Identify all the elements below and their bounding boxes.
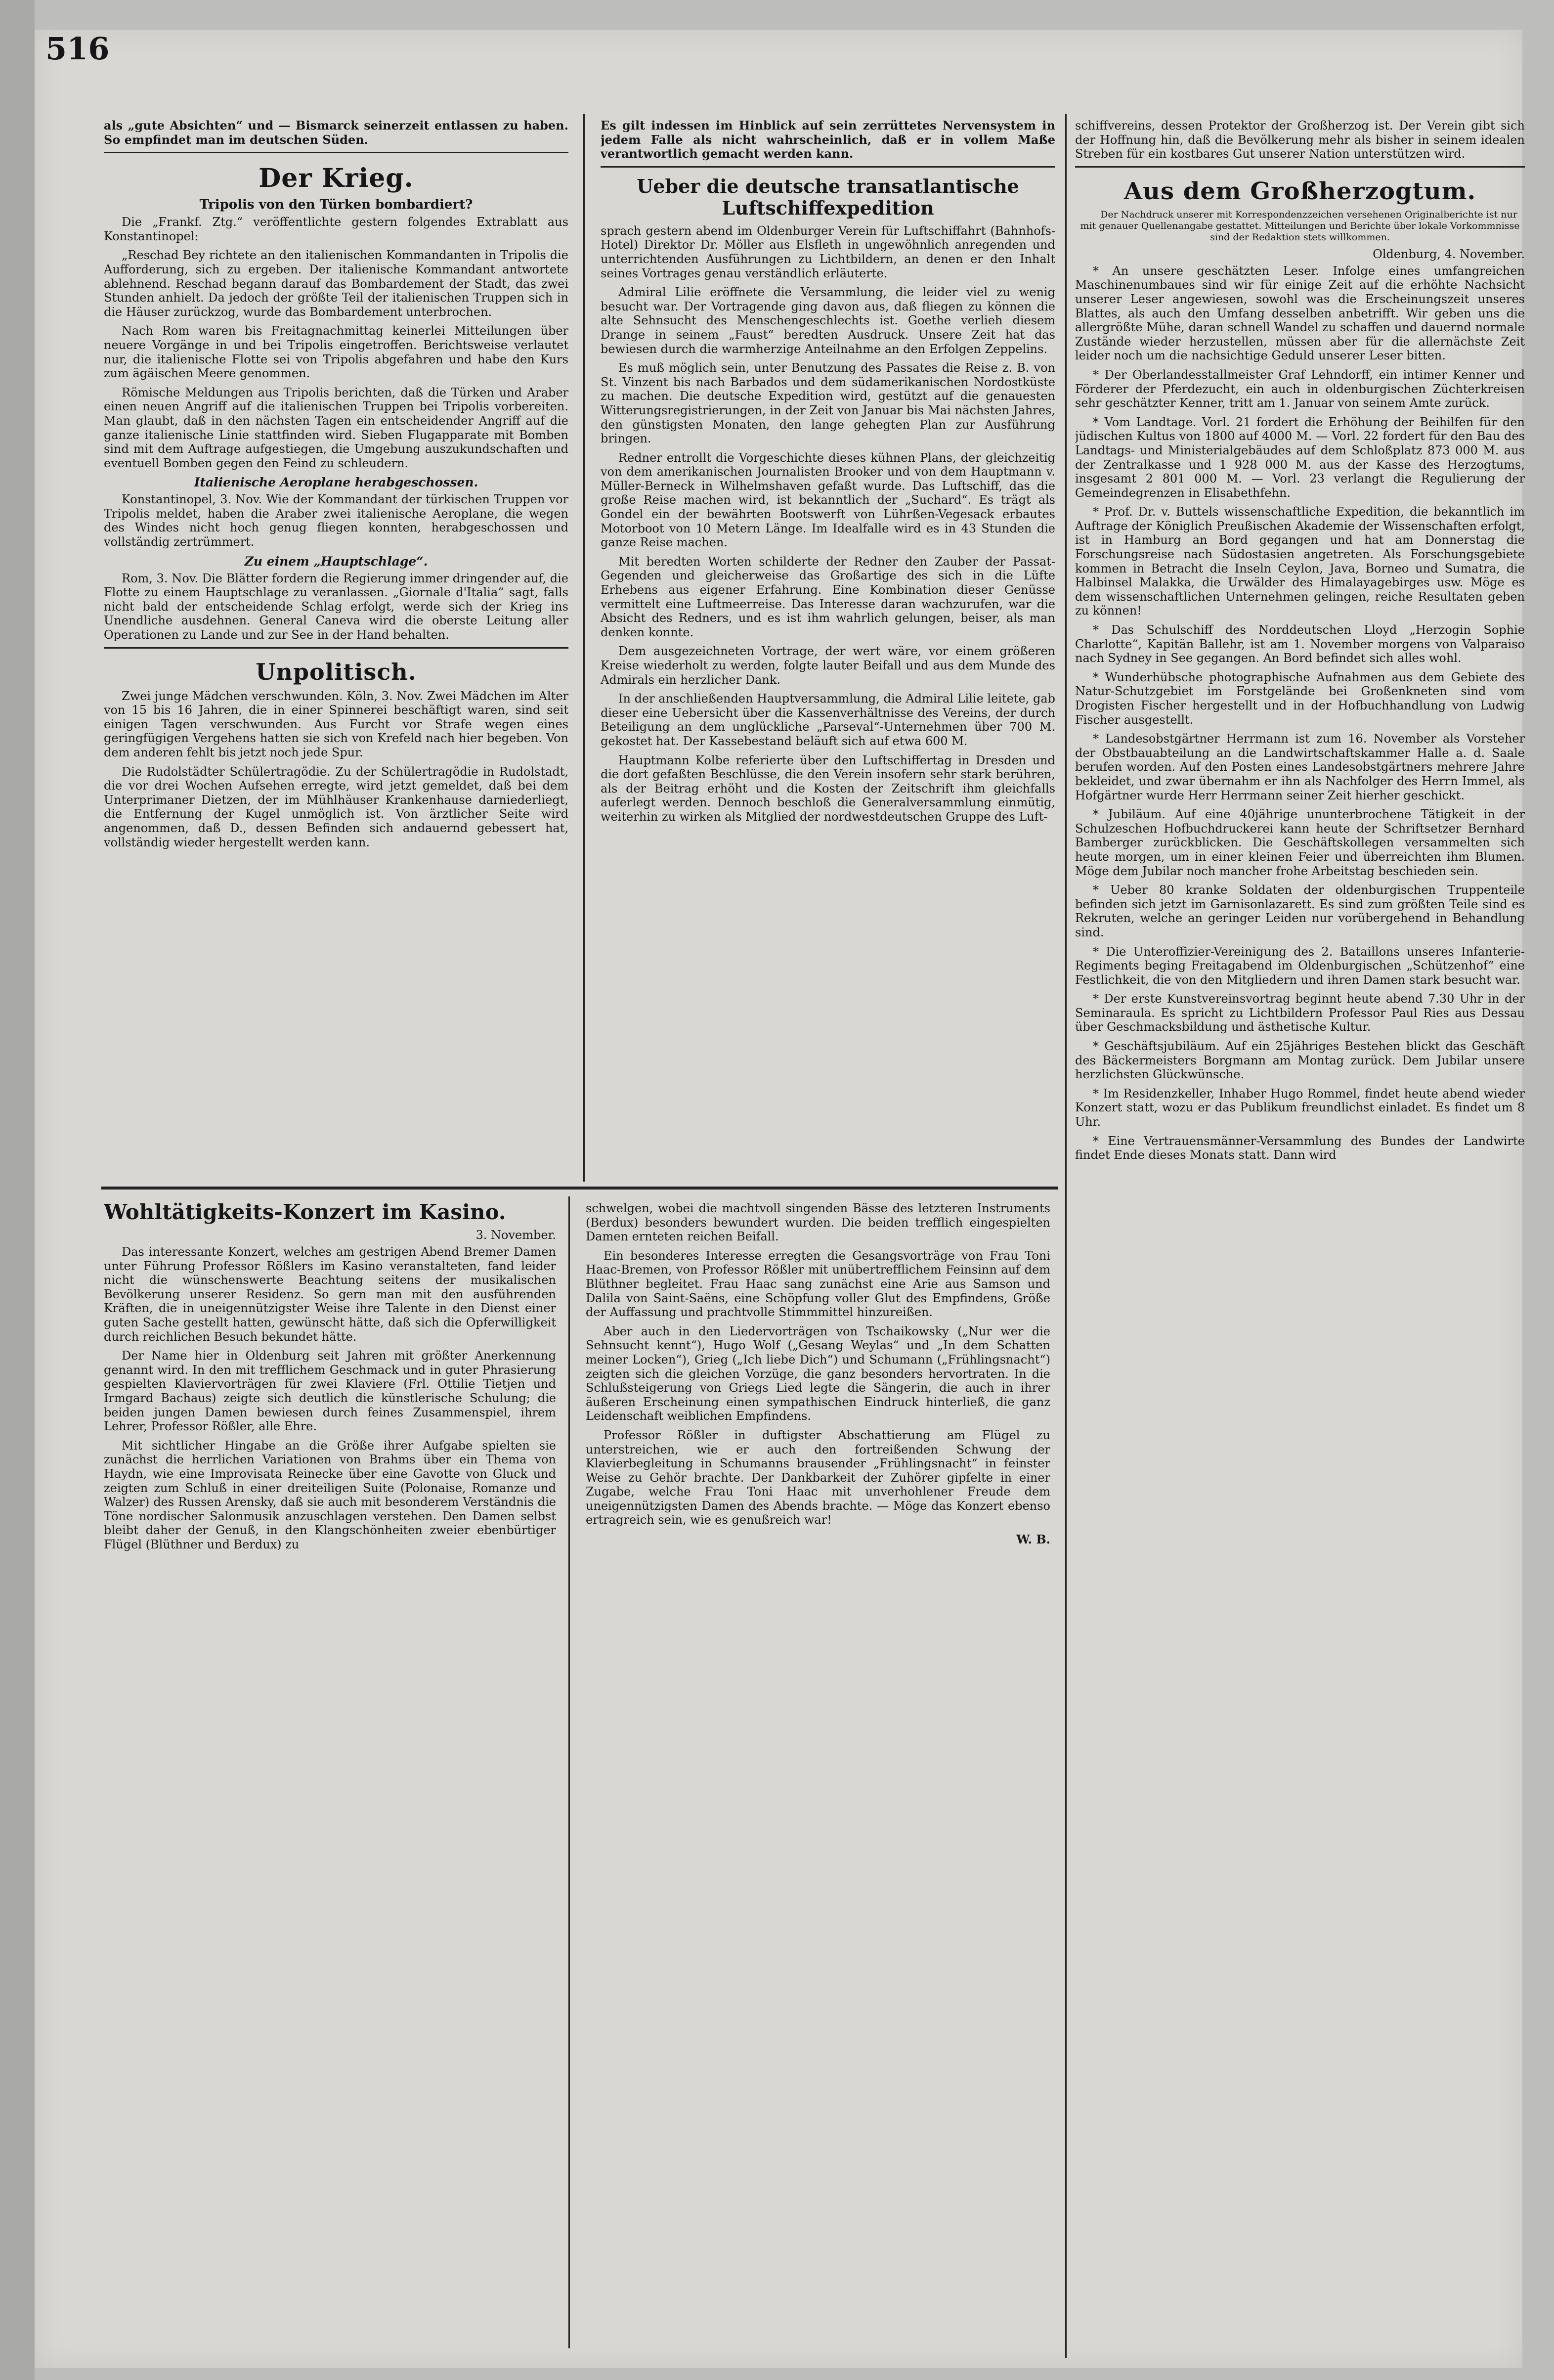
divider (104, 152, 568, 153)
concert-left-column (104, 1201, 556, 2348)
paragraph: * Prof. Dr. v. Buttels wissenschaftliche Expedition, die bekanntlich im Auftrage der Königlich Preußischen Akademie der Wissenschaften erfolgt, ist in Hamburg an Bord gegangen und hat am Donnerstag die Forschungsreise nach Südostasien angetreten. Als Forschungsgebiete kommen in Betracht die Inseln Ceylon, Java, Borneo und Sumatra, die Halbinsel Malakka, die Urwälder des Himalayagebirges usw. Möge es dem wissenschaftlichen Unternehmen gelingen, reiche Resultaten geben zu können! (1075, 505, 1525, 618)
paragraph: Mit beredten Worten schilderte der Redner den Zauber der Passat-Gegenden und gleicherweise das Großartige des sich in die Lüfte Erhebens aus eigener Erfahrung. Eine Kombination dieser Genüsse vermittelt eine Luftmeerreise. Das Interesse daran wachzurufen, war die Absicht des Redners, und es ist ihm wahrlich gelungen, beiser, als man denken konnte. (601, 554, 1055, 639)
concert-right-column (586, 1201, 1050, 2348)
paragraph: * Vom Landtage. Vorl. 21 fordert die Erhöhung der Beihilfen für den jüdischen Kultus von 1800 auf 4000 M. — Vorl. 22 fordert für den Bau des Landtags- und Ministerialgebäudes auf dem Schloßplatz 873 000 M. aus der Zentralkasse und 1 928 000 M. aus der Kasse des Herzogtums, insgesamt 2 801 000 M. — Vorl. 23 verlangt die Regulierung der Gemeindegrenzen in Elisabethfehn. (1075, 415, 1525, 500)
paragraph: Mit sichtlicher Hingabe an die Größe ihrer Aufgabe spielten sie zunächst die herrlichen Variationen von Brahms über ein Thema von Haydn, wie eine Improvisata Reinecke über eine Gavotte von Gluck und zeigten zum Schluß in einer dreiteiligen Suite (Polonaise, Romanze und Walzer) des Russen Arensky, daß sie auch mit besonderem Verständnis die Töne nordischer Salonmusik anzuschlagen verstehen. Den Damen selbst bleibt daher der Genuß, in den Klangschönheiten zweier ebenbürtiger Flügel (Blüthner und Berdux) zu (104, 1438, 556, 1551)
paragraph: Nach Rom waren bis Freitagnachmittag keinerlei Mitteilungen über neuere Vorgänge in und bei Tripolis eingetroffen. Berichtsweise verlautet nur, die italienische Flotte sei von Tripolis abgefahren und habe den Kurs zum ägäischen Meere genommen. (104, 324, 568, 381)
paragraph: * Das Schulschiff des Norddeutschen Lloyd „Herzogin Sophie Charlotte“, Kapitän Ballehr, ist am 1. November morgens von Valparaiso nach Sydney in See gegangen. An Bord befindet sich alles wohl. (1075, 623, 1525, 665)
paragraph: Admiral Lilie eröffnete die Versammlung, die leider viel zu wenig besucht war. Der Vortragende ging davon aus, daß fliegen zu können die alte Sehnsucht des Menschengeschlechts ist. Goethe verlieh diesem Drange in seinem „Faust“ beredten Ausdruck. Unsere Zeit hat das bewiesen durch die warmherzige Anteilnahme an den Erfolgen Zeppelins. (601, 285, 1055, 356)
divider (601, 166, 1055, 168)
paragraph: * Der Oberlandesstallmeister Graf Lehndorff, ein intimer Kenner und Förderer der Pferdezucht, ein auch in oldenburgischen Züchterkreisen sehr geschätzter Kenner, tritt am 1. Januar von seinem Amte zurück. (1075, 367, 1525, 410)
paragraph: * Im Residenzkeller, Inhaber Hugo Rommel, findet heute abend wieder Konzert statt, wozu er das Publikum freundlichst einladet. Es findet um 8 Uhr. (1075, 1086, 1525, 1129)
paragraph: * An unsere geschätzten Leser. Infolge eines umfangreichen Maschinenumbaues sind wir für einige Zeit auf die erhöhte Nachsicht unserer Leser angewiesen, sowohl was die Erscheinungszeit unseres Blattes, als auch den Umfang desselben anbetrifft. Wir geben uns die allergrößte Mühe, daran schnell Wandel zu schaffen und dauernd normale Zustände wieder herzustellen, müssen aber für die allernächste Zeit leider noch um die nachsichtige Geduld unserer Leser bitten. (1075, 264, 1525, 363)
divider (104, 647, 568, 649)
paragraph: * Jubiläum. Auf eine 40jährige ununterbrochene Tätigkeit in der Schulzeschen Hofbuchdruckerei kann heute der Schriftsetzer Bernhard Bamberger zurückblicken. Die Geschäftskollegen versammelten sich heute morgen, um in einer kleinen Feier und überreichten ihm Blumen. Möge dem Jubilar noch mancher frohe Arbeitstag beschieden sein. (1075, 807, 1525, 878)
paragraph: * Die Unteroffizier-Vereinigung des 2. Bataillons unseres Infanterie-Regiments beging Freitagabend im Oldenburgischen „Schützenhof“ eine Festlichkeit, die von den Mitgliedern und ihren Damen stark besucht war. (1075, 944, 1525, 987)
paragraph: Die „Frankf. Ztg.“ veröffentlichte gestern folgendes Extrablatt aus Konstantinopel: (104, 215, 568, 243)
paragraph: Römische Meldungen aus Tripolis berichten, daß die Türken und Araber einen neuen Angriff auf die italienischen Truppen bei Tripolis vorbereiten. Man glaubt, daß in den nächsten Tagen ein entscheidender Angriff auf die ganze italienische Linie stattfinden wird. Sieben Flugapparate mit Bomben sind mit dem Auftrage aufgestiegen, die Umgebung auszukundschaften und eventuell Bomben gegen den Feind zu schleudern. (104, 385, 568, 470)
page-edge (0, 0, 35, 2380)
column-rule-2 (1065, 114, 1067, 2358)
column-1 (104, 119, 568, 1182)
subheading-aeroplane: Italienische Aeroplane herabgeschossen. (194, 475, 478, 490)
col1-intro: als „gute Absichten“ und — Bismarck seinerzeit entlassen zu haben. So empfindet man im deutschen Süden. (104, 119, 568, 147)
paragraph: * Ueber 80 kranke Soldaten der oldenburgischen Truppenteile befinden sich jetzt im Garnisonlazarett. Es sind zum größten Teile sind es Rekruten, welche an geringer Leiden nur vorübergehend in Behandlung sind. (1075, 883, 1525, 939)
column-2 (601, 119, 1055, 1182)
paragraph: * Der erste Kunstvereinsvortrag beginnt heute abend 7.30 Uhr in der Seminaraula. Es spricht zu Lichtbildern Professor Paul Ries aus Dessau über Geschmacksbildung und ästhetische Kultur. (1075, 992, 1525, 1034)
paragraph: In der anschließenden Hauptversammlung, die Admiral Lilie leitete, gab dieser eine Uebersicht über die Kassenverhältnisse des Vereins, der durch Beteiligung an dem unglückliche „Parseval“-Unternehmen über 700 M. gekostet hat. Der Kassebestand beläuft sich auf etwa 600 M. (601, 692, 1055, 748)
paragraph: „Reschad Bey richtete an den italienischen Kommandanten in Tripolis die Aufforderung, sich zu ergeben. Der italienische Kommandant antwortete ablehnend. Reschad begann darauf das Bombardement der Stadt, das zwei Stunden anhielt. Da jedoch der größte Teil der italienischen Truppen sich in die Häuser zurückzog, wurde das Bombardement unterbrochen. (104, 248, 568, 319)
reprint-note: Der Nachdruck unserer mit Korrespondenzzeichen versehenen Originalberichte ist nur mit genauer Quellenangabe gestattet. Mitteilungen und Berichte über lokale Vorkommnisse sind der Redaktion stets willkommen. (1080, 209, 1520, 243)
paragraph: Die Rudolstädter Schülertragödie. Zu der Schülertragödie in Rudolstadt, die vor drei Wochen Aufsehen erregte, wird jetzt gemeldet, daß bei dem Unterprimaner Dietzen, der im Mühlhäuser Krankenhause darniederliegt, die Entfernung der Kugel unmöglich ist. Von ärztlicher Seite wird angenommen, daß D., dessen Befinden sich andauernd gebessert hat, vollständig wieder hergestellt werden kann. (104, 764, 568, 849)
headline-der-krieg: Der Krieg. (259, 163, 414, 194)
paragraph: Aber auch in den Liedervorträgen von Tschaikowsky („Nur wer die Sehnsucht kennt“), Hugo Wolf („Gesang Weylas“ und „In dem Schatten meiner Locken“), Grieg („Ich liebe Dich“) und Schumann („Frühlingsnacht“) zeigten sich die gleichen Vorzüge, die ganz besonders hervortraten. In die Schlußsteigerung von Griegs Lied legte die Sängerin, die auch in ihrer äußeren Erscheinung einen sympathischen Eindruck hinterließ, die ganz Leidenschaft weiblichen Empfindens. (586, 1324, 1050, 1423)
paragraph: * Landesobstgärtner Herrmann ist zum 16. November als Vorsteher der Obstbauabteilung an die Landwirtschaftskammer Halle a. d. Saale berufen worden. Auf den Posten eines Landesobstgärtners mehrere Jahre bekleidet, und zwar übernahm er ihn als Nachfolger des Herrn Immel, als Hofgärtner wurde Herr Herrmann seiner Zeit hierher geschickt. (1075, 732, 1525, 802)
col3-intro: schiffvereins, dessen Protektor der Großherzog ist. Der Verein gibt sich der Hoffnung hin, daß die Bevölkerung mehr als bisher in seinem idealen Streben für ein kostbares Gut unserer Nation unterstützen wird. (1075, 119, 1525, 161)
signature: W. B. (1016, 1532, 1050, 1547)
paragraph: schwelgen, wobei die machtvoll singenden Bässe des letzteren Instruments (Berdux) besonders bewundert wurden. Die beiden trefflich eingespielten Damen ernteten reichen Beifall. (586, 1201, 1050, 1244)
section-rule (101, 1187, 1058, 1190)
headline-unpolitisch: Unpolitisch. (256, 658, 417, 685)
page-number: 516 (45, 31, 110, 67)
column-rule-1 (583, 114, 585, 1182)
paragraph: Der Name hier in Oldenburg seit Jahren mit größter Anerkennung genannt wird. In den mit trefflichem Geschmack und in guter Phrasierung gespielten Klaviervorträgen für zwei Klaviere (Frl. Ottilie Tietjen und Irmgard Bachaus) zeigte sich deutlich die künstlerische Schulung; die beiden jungen Damen bewiesen durch feines Zusammenspiel, ihrem Lehrer, Professor Rößler, alle Ehre. (104, 1349, 556, 1434)
paragraph: * Geschäftsjubiläum. Auf ein 25jähriges Bestehen blickt das Geschäft des Bäckermeisters Borgmann am Montag zurück. Dem Jubilar unsere herzlichsten Glückwünsche. (1075, 1039, 1525, 1082)
divider (1075, 166, 1525, 168)
headline-wohltaetigkeitskonzert: Wohltätigkeits-Konzert im Kasino. (104, 1201, 506, 1224)
paragraph: Hauptmann Kolbe referierte über den Luftschiffertag in Dresden und die dort gefaßten Beschlüsse, die den Verein insofern sehr stark berühren, als der Beitrag erhöht und die Kosten der Zeitschrift ihm gleichfalls auferlegt werden. Dennoch beschloß die Generalversammlung einmütig, weiterhin zu wirken als Mitglied der nordwestdeutschen Gruppe des Luft- (601, 753, 1055, 824)
col2-intro: Es gilt indessen im Hinblick auf sein zerrüttetes Nervensystem in jedem Falle als nicht wahrscheinlich, daß er in vollem Maße verantwortlich gemacht werden kann. (601, 119, 1055, 161)
column-3 (1075, 119, 1525, 2353)
subheading-tripolis: Tripolis von den Türken bombardiert? (199, 197, 473, 213)
paragraph: Professor Rößler in duftigster Abschattierung am Flügel zu unterstreichen, wie er auch den fortreißenden Schwung der Klavierbegleitung in Schumanns brausender „Frühlingsnacht“ in feinster Weise zu Gehör brachte. Der Dankbarkeit der Zuhörer gipfelte in einer Zugabe, welche Frau Toni Haac mit unverhohlener Freude dem uneigennützigsten Damen des Abends brachte. — Möge das Konzert ebenso ertragreich sein, wie es genußreich war! (586, 1428, 1050, 1527)
paragraph: * Wunderhübsche photographische Aufnahmen aus dem Gebiete des Natur-Schutzgebiet im Forstgelände bei Großenkneten sind vom Drogisten Fischer hergestellt und in der Hofbuchhandlung von Ludwig Fischer ausgestellt. (1075, 670, 1525, 727)
paragraph: Das interessante Konzert, welches am gestrigen Abend Bremer Damen unter Führung Professor Rößlers im Kasino veranstalteten, fand leider nicht die wünschenswerte Beachtung seitens der musikalischen Bevölkerung unserer Residenz. So gern man mit den ausführenden Kräften, die in uneigennützigster Weise ihre Talente in den Dienst einer guten Sache gestellt hatten, gewünscht hätte, daß sich die Opferwilligkeit durch reichlichen Besuch bekundet hätte. (104, 1245, 556, 1344)
subheading-hauptschlage: Zu einem „Hauptschlage“. (244, 554, 428, 569)
paragraph: sprach gestern abend im Oldenburger Verein für Luftschiffahrt (Bahnhofs-Hotel) Direktor Dr. Möller aus Elsfleth in ungewöhnlich anregenden und unterrichtenden Ausführungen zu Lichtbildern, an denen er den Inhalt seines Vortrages genau verständlich erläuterte. (601, 223, 1055, 280)
dateline: Oldenburg, 4. November. (1373, 247, 1525, 261)
paragraph: Dem ausgezeichneten Vortrage, der wert wäre, vor einem größeren Kreise wiederholt zu werden, folgte lauter Beifall und aus dem Munde des Admirals ein herzlicher Dank. (601, 644, 1055, 687)
headline-luftschiffexpedition: Ueber die deutsche transatlantische Luftschiffexpedition (637, 175, 1019, 219)
paragraph: Konstantinopel, 3. Nov. Wie der Kommandant der türkischen Truppen vor Tripolis meldet, haben die Araber zwei italienische Aeroplane, die wegen des Windes nicht hoch genug fliegen konnten, herabgeschossen und vollständig zertrümmert. (104, 492, 568, 549)
paragraph: Es muß möglich sein, unter Benutzung des Passates die Reise z. B. von St. Vinzent bis nach Barbados und dem südamerikanischen Nordostküste zu machen. Die deutsche Expedition wird, gestützt auf die genauesten Witterungsregistrierungen, in der Zeit von Januar bis Mai nächsten Jahres, den günstigsten Monaten, den lange gehegten Plan zur Ausführung bringen. (601, 361, 1055, 446)
headline-grossherzogtum: Aus dem Großherzogtum. (1123, 177, 1476, 205)
column-rule-bottom (568, 1196, 570, 2348)
paragraph: Ein besonderes Interesse erregten die Gesangsvorträge von Frau Toni Haac-Bremen, von Professor Rößler mit unübertrefflichem Feinsinn auf dem Blüthner begleitet. Frau Haac sang zunächst eine Arie aus Samson und Dalila von Saint-Saëns, eine Schöpfung voller Glut des Empfindens, Größe der Auffassung und prachtvolle Stimmmittel hinzureißen. (586, 1248, 1050, 1320)
paragraph: * Eine Vertrauensmänner-Versammlung des Bundes der Landwirte findet Ende dieses Monats statt. Dann wird (1075, 1134, 1525, 1162)
paragraph: Zwei junge Mädchen verschwunden. Köln, 3. Nov. Zwei Mädchen im Alter von 15 bis 16 Jahren, die in einer Spinnerei beschäftigt waren, sind seit einigen Tagen verschwunden. Aus Furcht vor Strafe wegen eines geringfügigen Vergehens hatten sie sich von Krefeld nach hier begeben. Von dem anderen fehlt bis jetzt noch jede Spur. (104, 689, 568, 759)
concert-dateline: 3. November. (475, 1228, 556, 1242)
paragraph: Redner entrollt die Vorgeschichte dieses kühnen Plans, der gleichzeitig von dem amerikanischen Journalisten Brooker und von dem Hauptmann v. Müller-Berneck in Wilhelmshaven gefaßt wurde. Das Luftschiff, das die große Reise machen wird, ist bekanntlich der „Suchard“. Es trägt als Gondel ein der bewährten Bootswerft von Lührßen-Vegesack erbautes Motorboot von 10 Metern Länge. Im Idealfalle wird es in 43 Stunden die ganze Reise machen. (601, 450, 1055, 550)
paragraph: Rom, 3. Nov. Die Blätter fordern die Regierung immer dringender auf, die Flotte zu einem Hauptschlage zu veranlassen. „Giornale d'Italia“ sagt, falls nicht bald der entscheidende Schlag erfolgt, werde sich der Krieg ins Unendliche ausdehnen. General Caneva wird die oberste Leitung aller Operationen zu Lande und zur See in der Hand behalten. (104, 571, 568, 642)
